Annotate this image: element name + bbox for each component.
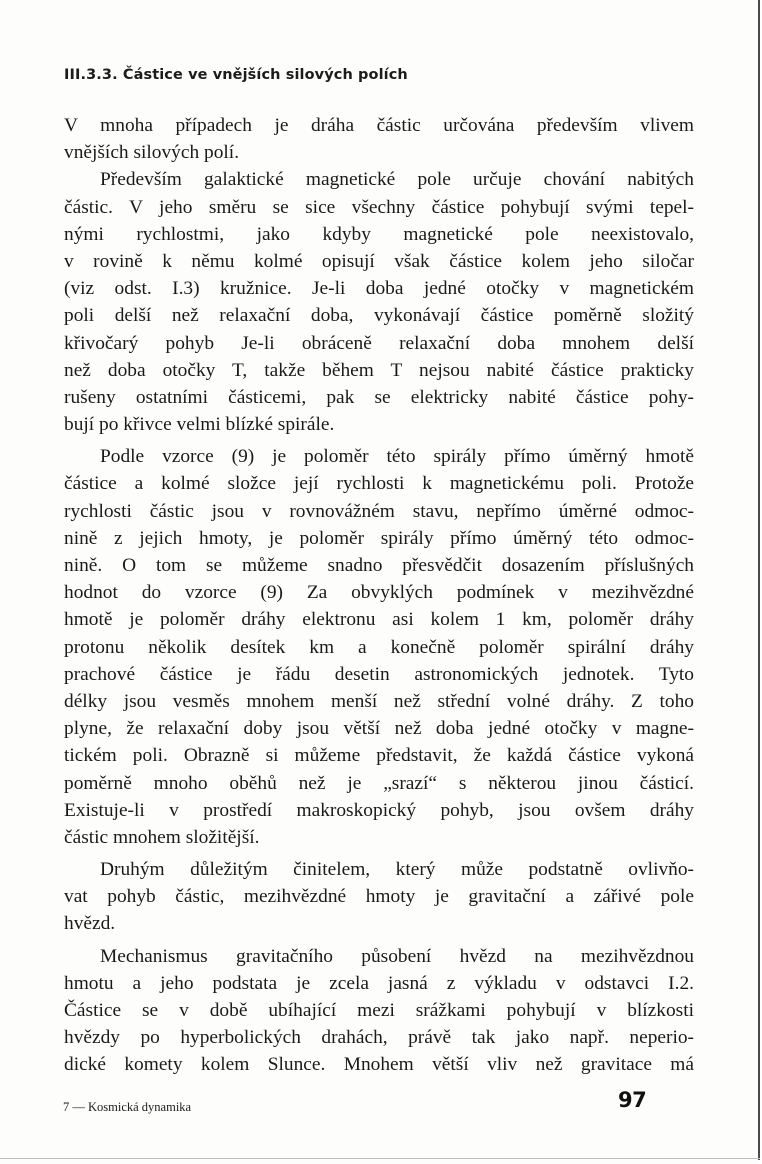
paragraph [64,166,694,438]
text-line: V mnoha případech je dráha částic určována především vlivem [64,115,694,136]
text-line: rychlosti částic jsou v rovnovážném stavu, nepřímo úměrné odmoc- [64,500,694,522]
text-line: křivočarý pohyb Je-li obráceně relaxační doba mnohem delší [64,332,694,354]
body-text [64,112,694,1079]
text-line: tickém poli. Obrazně si můžeme představit, že každá částice vykoná [64,745,694,767]
text-line: Především galaktické magnetické pole určuje chování nabitých [100,169,694,191]
text-line: částice a kolmé složce její rychlosti k magnetickému poli. Protože [64,473,694,495]
paragraph [64,443,694,851]
text-line: protonu několik desítek km a konečně poloměr spirální dráhy [64,636,694,658]
text-line: Existuje-li v prostředí makroskopický pohyb, jsou ovšem dráhy [64,799,694,821]
text-line: hmotě je poloměr dráhy elektronu asi kolem 1 km, poloměr dráhy [64,609,694,631]
text-line: dické komety kolem Slunce. Mnohem větší vliv než gravitace má [64,1054,694,1076]
text-line: plyne, že relaxační doby jsou větší než doba jedné otočky v magne- [64,718,694,740]
text-line: v rovině k němu kolmé opisují však částice kolem jeho siločar [64,250,694,272]
text-line: vat pohyb částic, mezihvězdné hmoty je gravitační a zářivé pole [64,886,694,908]
text-line: prachové částice je řádu desetin astronomických jednotek. Tyto [64,663,694,685]
paragraph [64,943,694,1079]
text-line: než doba otočky T, takže během T nejsou nabité částice prakticky [64,359,694,381]
paragraph [64,856,694,938]
text-line: poli delší než relaxační doba, vykonávají částice poměrně složitý [64,305,694,327]
text-line: poměrně mnoho oběhů než je „srazí“ s některou jinou částicí. [64,772,694,794]
text-line: Podle vzorce (9) je poloměr této spirály přímo úměrný hmotě [100,446,694,468]
text-line: nině z jejich hmoty, je poloměr spirály přímo úměrný této odmoc- [64,527,694,549]
page-bottom-edge [0,1158,760,1159]
text-line: Druhým důležitým činitelem, který může podstatně ovlivňo- [100,859,694,881]
text-line: nými rychlostmi, jako kdyby magnetické pole neexistovalo, [64,223,694,245]
text-line: částic mnohem složitější. [64,826,260,848]
text-line: vnějších silových polí. [64,142,240,164]
text-line: Mechanismus gravitačního působení hvězd na mezihvězdnou [100,945,694,967]
text-line: hvězdy po hyperbolických drahách, právě tak jako např. neperio- [64,1027,694,1049]
text-line: částic. V jeho směru se sice všechny částice pohybují svými tepel- [64,196,694,218]
page-edge-shadow [758,0,760,1160]
text-line: Částice se v době ubíhající mezi srážkami pohybují v blízkosti [64,1000,694,1021]
text-line: (viz odst. I.3) kružnice. Je-li doba jedné otočky v magnetickém [64,278,694,300]
text-line: hmotu a jeho podstata je zcela jasná z výkladu v odstavci I.2. [64,972,694,994]
section-heading: III.3.3. Částice ve vnějších silových polích [64,67,408,83]
page-number: 97 [618,1088,647,1112]
text-line: nině. O tom se můžeme snadno přesvědčit dosazením příslušných [64,555,694,576]
text-line: hodnot do vzorce (9) Za obvyklých podmínek v mezihvězdné [64,582,694,604]
paragraph [64,112,694,166]
footer-signature: 7 — Kosmická dynamika [63,1100,192,1114]
text-line: bují po křivce velmi blízké spirále. [64,414,335,436]
text-line: délky jsou vesměs mnohem menší než střední volné dráhy. Z toho [64,690,694,712]
text-line: hvězd. [64,913,116,935]
text-line: rušeny ostatními částicemi, pak se elektricky nabité částice pohy- [64,386,694,408]
